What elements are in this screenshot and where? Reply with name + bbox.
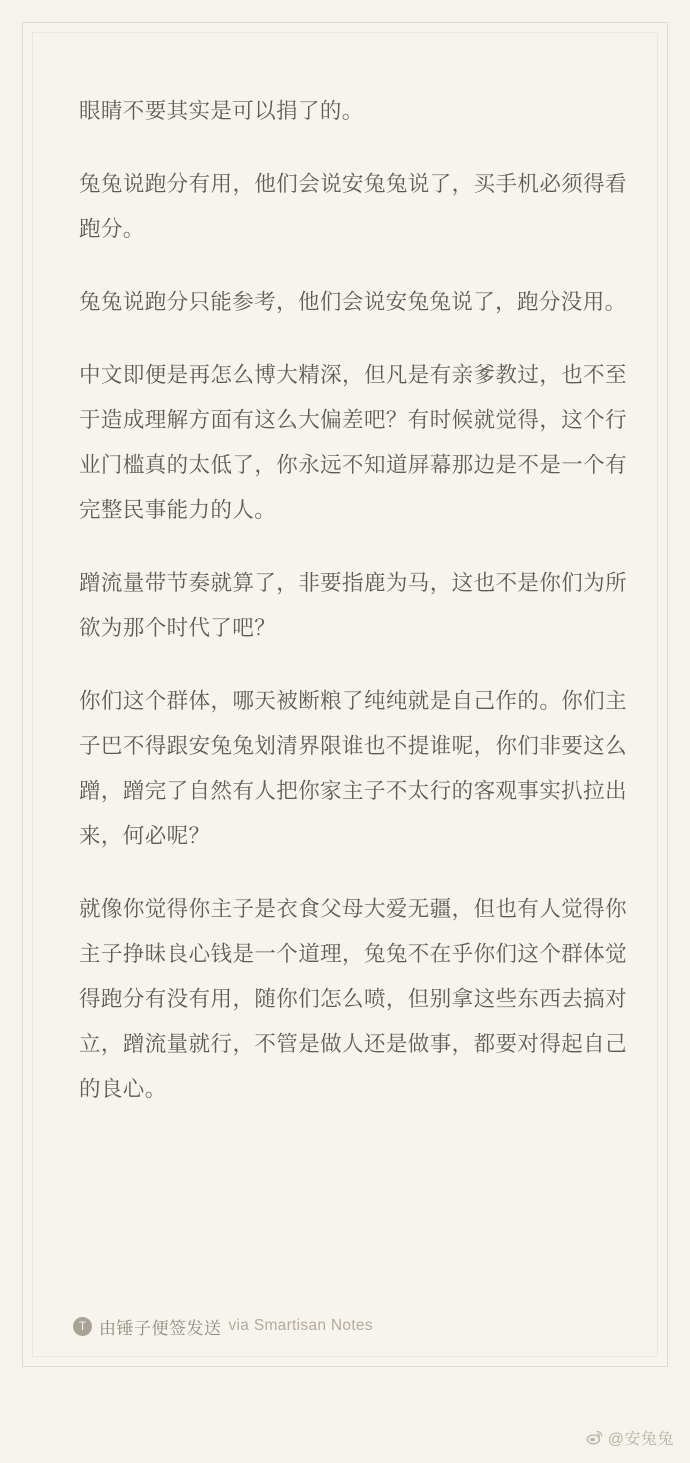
- note-footer: [73, 1314, 373, 1338]
- note-paragraph: 中文即便是再怎么博大精深，但凡是有亲爹教过，也不至于造成理解方面有这么大偏差吧？有时候就觉得，这个行业门槛真的太低了，你永远不知道屏幕那边是不是一个有完整民事能力的人。: [79, 363, 627, 522]
- note-body: [79, 89, 627, 1112]
- note-paragraph: 你们这个群体，哪天被断粮了纯纯就是自己作的。你们主子巴不得跟安兔兔划清界限谁也不提谁呢，你们非要这么蹭，蹭完了自然有人把你家主子不太行的客观事实扒拉出来，何必呢？: [79, 689, 627, 848]
- note-paragraph: 就像你觉得你主子是衣食父母大爱无疆，但也有人觉得你主子挣昧良心钱是一个道理，兔兔不在乎你们这个群体觉得跑分有没有用，随你们怎么喷，但别拿这些东西去搞对立，蹭流量就行，不管是做人还是做事，都要对得起自己的良心。: [79, 897, 627, 1101]
- weibo-watermark-label: @安兔兔: [607, 1431, 674, 1448]
- smartisan-t-icon: T: [73, 1317, 92, 1336]
- note-paragraph: 眼睛不要其实是可以捐了的。: [79, 99, 364, 123]
- weibo-icon: [586, 1429, 603, 1446]
- note-inner-frame: [32, 32, 658, 1357]
- note-card: [22, 22, 668, 1367]
- note-footer-cn-label: 由锤子便签发送: [99, 1318, 222, 1338]
- weibo-watermark: [586, 1426, 674, 1449]
- note-paragraph: 兔兔说跑分只能参考，他们会说安兔兔说了，跑分没用。: [79, 290, 627, 314]
- note-paragraph: 兔兔说跑分有用，他们会说安兔兔说了，买手机必须得看跑分。: [79, 172, 627, 241]
- note-paragraph: 蹭流量带节奏就算了，非要指鹿为马，这也不是你们为所欲为那个时代了吧？: [79, 571, 627, 640]
- note-footer-en-label: via Smartisan Notes: [228, 1317, 373, 1334]
